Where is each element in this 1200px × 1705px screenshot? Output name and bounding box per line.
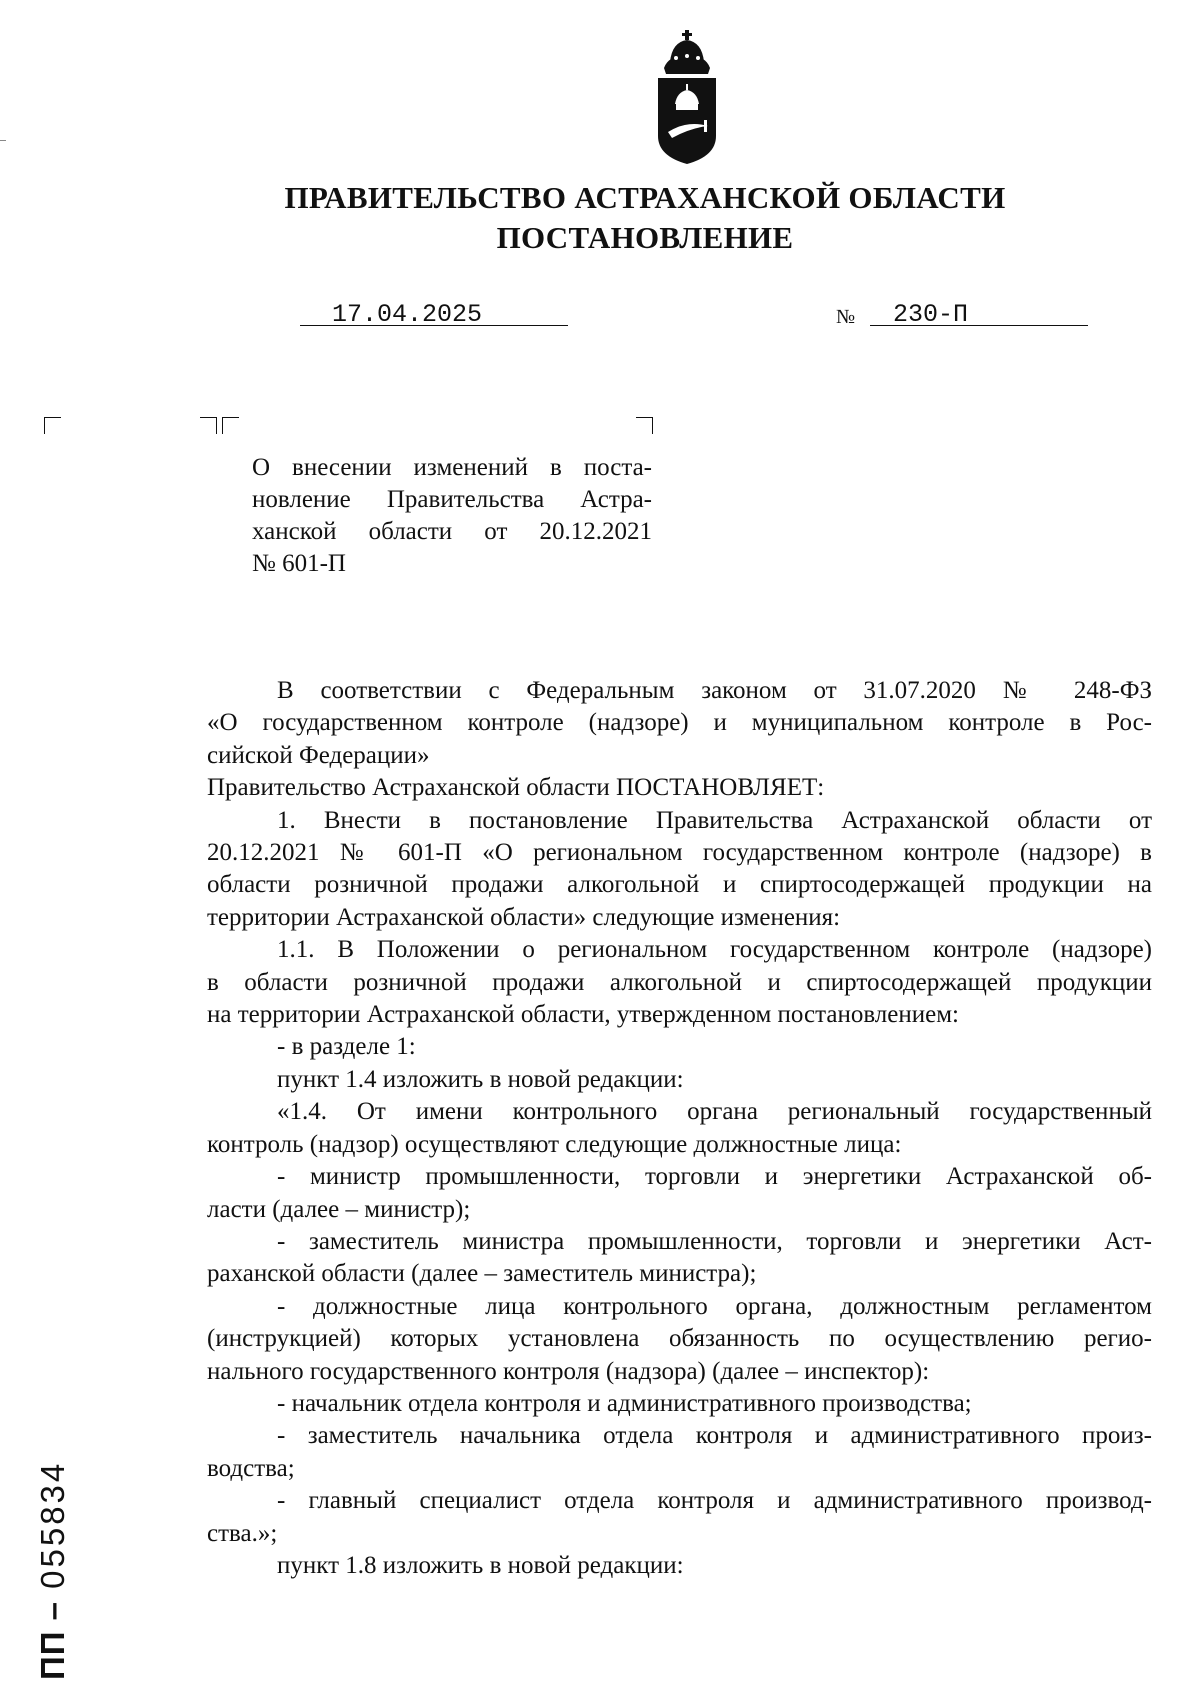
body-line: - министр промышленности, торговли и энергетики Астраханской об- bbox=[277, 1163, 1152, 1191]
body-line: водства; bbox=[207, 1454, 295, 1482]
body-line: области розничной продажи алкогольной и спиртосодержащей продукции на bbox=[207, 871, 1152, 899]
side-serial-prefix: ПП – bbox=[34, 1601, 71, 1680]
document-body bbox=[207, 675, 1152, 1582]
body-line: раханской области (далее – заместитель министра); bbox=[207, 1260, 757, 1288]
subject-line: № 601-П bbox=[252, 550, 346, 577]
body-line: В соответствии с Федеральным законом от 31.07.2020 № 248-ФЗ bbox=[277, 677, 1152, 704]
body-line: - начальник отдела контроля и административного производства; bbox=[277, 1389, 972, 1417]
body-line: сийской Федерации» bbox=[207, 741, 430, 769]
body-line: 1.1. В Положении о региональном государственном контроле (надзоре) bbox=[277, 936, 1152, 964]
document-type: ПОСТАНОВЛЕНИЕ bbox=[496, 220, 794, 255]
body-line: - в разделе 1: bbox=[277, 1033, 416, 1061]
subject-corner-mark-right bbox=[636, 417, 653, 434]
body-line: пункт 1.8 изложить в новой редакции: bbox=[277, 1551, 684, 1579]
body-line: «О государственном контроле (надзоре) и муниципальном контроле в Рос- bbox=[207, 709, 1152, 737]
body-line: 1. Внести в постановление Правительства Астраханской области от bbox=[277, 806, 1152, 834]
subject-line: новление Правительства Астра- bbox=[252, 486, 652, 513]
body-line: (инструкцией) которых установлена обязанность по осуществлению регио- bbox=[207, 1325, 1152, 1353]
subject-line: О внесении изменений в поста- bbox=[252, 454, 652, 481]
margin-tick-mark bbox=[0, 140, 6, 141]
organization-name: ПРАВИТЕЛЬСТВО АСТРАХАНСКОЙ ОБЛАСТИ bbox=[284, 180, 1006, 215]
side-serial-number bbox=[34, 1460, 74, 1680]
body-line: Правительство Астраханской области ПОСТАНОВЛЯЕТ: bbox=[207, 774, 825, 802]
body-line: ства.»; bbox=[207, 1519, 278, 1547]
subject-line: ханской области от 20.12.2021 bbox=[252, 518, 652, 545]
body-line: 20.12.2021 № 601-П «О региональном государственном контроле (надзоре) в bbox=[207, 839, 1152, 867]
body-line: ласти (далее – министр); bbox=[207, 1195, 471, 1223]
left-margin-corner-mark bbox=[44, 417, 61, 434]
side-serial-text bbox=[34, 1461, 72, 1680]
body-line: пункт 1.4 изложить в новой редакции: bbox=[277, 1065, 684, 1093]
body-line: нального государственного контроля (надзора) (далее – инспектор): bbox=[207, 1357, 930, 1385]
document-subject bbox=[252, 452, 652, 580]
body-line: в области розничной продажи алкогольной и спиртосодержащей продукции bbox=[207, 968, 1152, 996]
body-line: - главный специалист отдела контроля и административного производ- bbox=[277, 1487, 1152, 1515]
document-number: 230-П bbox=[893, 300, 969, 329]
document-header bbox=[0, 178, 1200, 258]
side-serial-digits: 055834 bbox=[34, 1460, 71, 1589]
body-line: контроль (надзор) осуществляют следующие должностные лица: bbox=[207, 1130, 902, 1158]
body-line: - заместитель начальника отдела контроля и административного произ- bbox=[277, 1422, 1152, 1450]
body-line: - должностные лица контрольного органа, должностным регламентом bbox=[277, 1292, 1152, 1320]
coat-of-arms-emblem bbox=[642, 28, 732, 168]
subject-corner-mark-left-a bbox=[200, 417, 217, 434]
body-line: - заместитель министра промышленности, торговли и энергетики Аст- bbox=[277, 1227, 1152, 1255]
document-date: 17.04.2025 bbox=[332, 300, 483, 329]
body-line: территории Астраханской области» следующие изменения: bbox=[207, 903, 841, 931]
body-line: на территории Астраханской области, утвержденном постановлением: bbox=[207, 1001, 959, 1029]
subject-corner-mark-left-b bbox=[222, 417, 239, 434]
body-line: «1.4. От имени контрольного органа региональный государственный bbox=[277, 1098, 1152, 1126]
number-sign: № bbox=[836, 306, 856, 328]
